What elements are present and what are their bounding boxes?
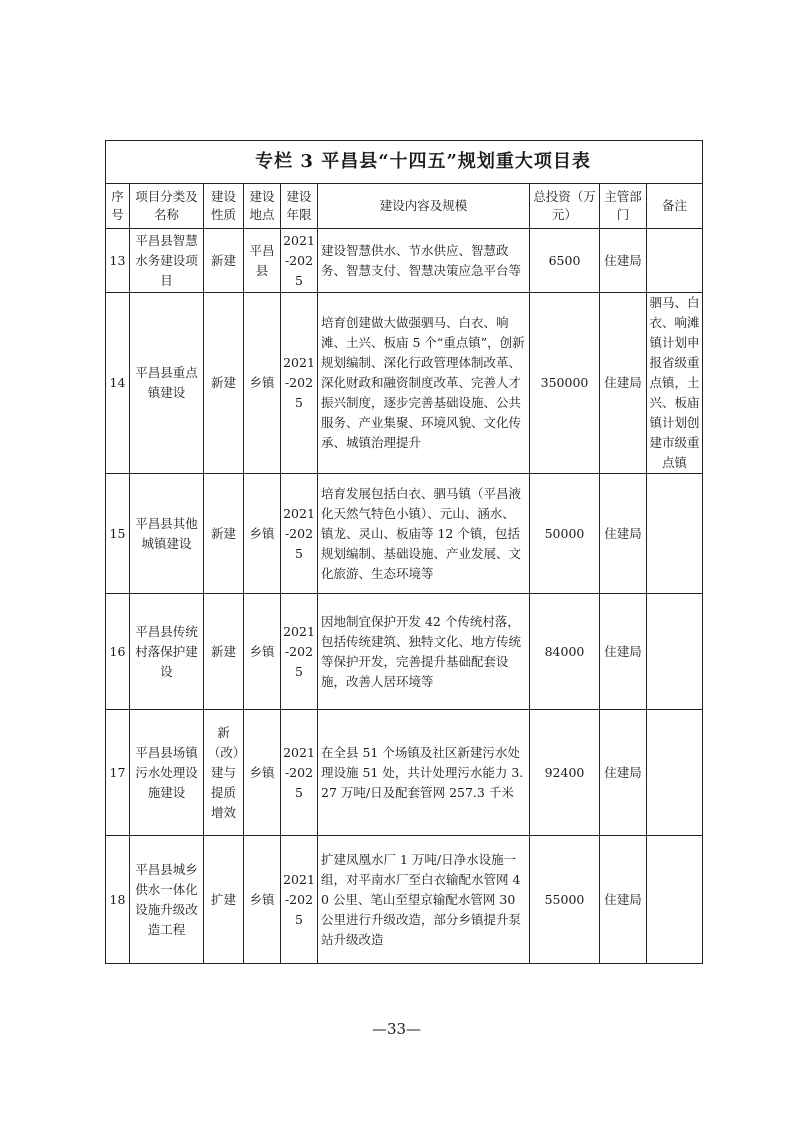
cell-period: 2021-2025 — [281, 293, 318, 474]
cell-investment: 84000 — [530, 594, 600, 710]
table-row — [106, 229, 703, 293]
cell-location: 乡镇 — [244, 594, 281, 710]
cell-nature: 扩建 — [204, 836, 244, 964]
major-projects-table — [105, 140, 703, 964]
cell-seq: 16 — [106, 594, 130, 710]
header-location: 建设地点 — [244, 184, 281, 229]
cell-department: 住建局 — [600, 710, 647, 836]
page-number: —33— — [371, 1020, 422, 1038]
cell-investment: 50000 — [530, 474, 600, 594]
table-header-row — [106, 184, 703, 229]
cell-name: 平昌县场镇污水处理设施建设 — [130, 710, 204, 836]
cell-content: 因地制宜保护开发 42 个传统村落，包括传统建筑、独特文化、地方传统等保护开发，完善提升基础配套设施，改善人居环境等 — [318, 594, 530, 710]
cell-seq: 17 — [106, 710, 130, 836]
cell-remark — [647, 229, 703, 293]
cell-content: 建设智慧供水、节水供应、智慧政务、智慧支付、智慧决策应急平台等 — [318, 229, 530, 293]
cell-content: 培育创建做大做强驷马、白衣、响滩、土兴、板庙 5 个“重点镇”，创新规划编制、深化行政管理体制改革、深化财政和融资制度改革、完善人才振兴制度，逐步完善基础设施、公共服务、产业集聚、环境风貌、文化传承、城镇治理提升 — [318, 293, 530, 474]
header-name: 项目分类及名称 — [130, 184, 204, 229]
cell-seq: 18 — [106, 836, 130, 964]
cell-seq: 15 — [106, 474, 130, 594]
cell-period: 2021-2025 — [281, 474, 318, 594]
cell-period: 2021-2025 — [281, 229, 318, 293]
table-row — [106, 710, 703, 836]
cell-name: 平昌县城乡供水一体化设施升级改造工程 — [130, 836, 204, 964]
cell-location: 乡镇 — [244, 710, 281, 836]
table-title: 专栏 3 平昌县“十四五”规划重大项目表 — [106, 141, 703, 184]
cell-department: 住建局 — [600, 594, 647, 710]
cell-nature: 新建 — [204, 594, 244, 710]
cell-content: 培育发展包括白衣、驷马镇（平昌液化天然气特色小镇）、元山、涵水、镇龙、灵山、板庙等 12 个镇，包括规划编制、基础设施、产业发展、文化旅游、生态环境等 — [318, 474, 530, 594]
cell-remark — [647, 710, 703, 836]
header-period: 建设年限 — [281, 184, 318, 229]
cell-nature: 新（改）建与提质增效 — [204, 710, 244, 836]
cell-remark — [647, 474, 703, 594]
cell-seq: 13 — [106, 229, 130, 293]
cell-name: 平昌县重点镇建设 — [130, 293, 204, 474]
cell-department: 住建局 — [600, 229, 647, 293]
cell-location: 乡镇 — [244, 836, 281, 964]
cell-remark: 驷马、白衣、响滩镇计划申报省级重点镇，土兴、板庙镇计划创建市级重点镇 — [647, 293, 703, 474]
cell-location: 平昌县 — [244, 229, 281, 293]
cell-period: 2021-2025 — [281, 710, 318, 836]
header-department: 主管部门 — [600, 184, 647, 229]
cell-nature: 新建 — [204, 474, 244, 594]
cell-period: 2021-2025 — [281, 836, 318, 964]
cell-location: 乡镇 — [244, 293, 281, 474]
header-investment: 总投资（万元） — [530, 184, 600, 229]
cell-content: 扩建凤凰水厂 1 万吨/日净水设施一组，对平南水厂至白衣输配水管网 40 公里、笔山至望京输配水管网 30 公里进行升级改造，部分乡镇提升泵站升级改造 — [318, 836, 530, 964]
header-remark: 备注 — [647, 184, 703, 229]
cell-nature: 新建 — [204, 229, 244, 293]
cell-department: 住建局 — [600, 293, 647, 474]
table-row — [106, 836, 703, 964]
cell-seq: 14 — [106, 293, 130, 474]
header-content: 建设内容及规模 — [318, 184, 530, 229]
cell-name: 平昌县其他城镇建设 — [130, 474, 204, 594]
header-seq: 序号 — [106, 184, 130, 229]
cell-investment: 92400 — [530, 710, 600, 836]
cell-department: 住建局 — [600, 836, 647, 964]
cell-name: 平昌县智慧水务建设项目 — [130, 229, 204, 293]
table-row — [106, 594, 703, 710]
cell-remark — [647, 836, 703, 964]
cell-department: 住建局 — [600, 474, 647, 594]
cell-investment: 55000 — [530, 836, 600, 964]
cell-content: 在全县 51 个场镇及社区新建污水处理设施 51 处，共计处理污水能力 3.27 万吨/日及配套管网 257.3 千米 — [318, 710, 530, 836]
cell-investment: 350000 — [530, 293, 600, 474]
table-row — [106, 293, 703, 474]
cell-investment: 6500 — [530, 229, 600, 293]
header-nature: 建设性质 — [204, 184, 244, 229]
cell-name: 平昌县传统村落保护建设 — [130, 594, 204, 710]
cell-nature: 新建 — [204, 293, 244, 474]
cell-remark — [647, 594, 703, 710]
cell-period: 2021-2025 — [281, 594, 318, 710]
cell-location: 乡镇 — [244, 474, 281, 594]
table-row — [106, 474, 703, 594]
